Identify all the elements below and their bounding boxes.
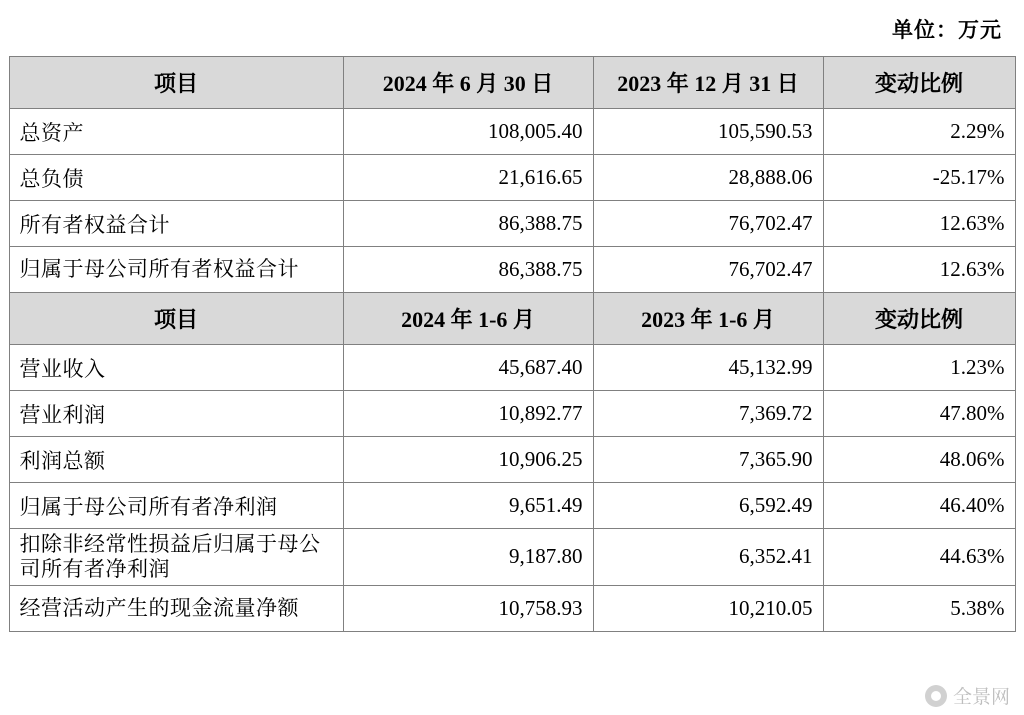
row-value-current: 108,005.40 [343, 109, 593, 155]
row-value-change: 12.63% [823, 247, 1015, 293]
row-value-change: -25.17% [823, 155, 1015, 201]
table-row [9, 345, 1015, 391]
header-cell-period-previous: 2023 年 12 月 31 日 [593, 57, 823, 109]
row-value-current: 21,616.65 [343, 155, 593, 201]
row-label: 总负债 [9, 155, 343, 201]
row-value-change: 12.63% [823, 201, 1015, 247]
row-value-previous: 10,210.05 [593, 585, 823, 631]
table-row [9, 529, 1015, 586]
row-value-current: 10,758.93 [343, 585, 593, 631]
table-row [9, 247, 1015, 293]
row-label: 营业利润 [9, 391, 343, 437]
unit-note: 单位：万元 [892, 18, 1002, 42]
row-label: 归属于母公司所有者权益合计 [9, 247, 343, 293]
watermark-logo-icon [925, 685, 947, 707]
row-value-current: 9,187.80 [343, 529, 593, 586]
row-value-change: 46.40% [823, 483, 1015, 529]
row-value-current: 9,651.49 [343, 483, 593, 529]
row-value-previous: 28,888.06 [593, 155, 823, 201]
header-cell-item: 项目 [9, 57, 343, 109]
row-value-current: 10,906.25 [343, 437, 593, 483]
row-value-previous: 45,132.99 [593, 345, 823, 391]
table-header-row-balance [9, 57, 1015, 109]
row-value-current: 86,388.75 [343, 201, 593, 247]
header-cell-period-current: 2024 年 6 月 30 日 [343, 57, 593, 109]
header-cell-period-previous: 2023 年 1-6 月 [593, 293, 823, 345]
table-row [9, 109, 1015, 155]
row-value-previous: 105,590.53 [593, 109, 823, 155]
row-value-previous: 6,352.41 [593, 529, 823, 586]
header-cell-change-ratio: 变动比例 [823, 57, 1015, 109]
table-row [9, 483, 1015, 529]
row-value-current: 10,892.77 [343, 391, 593, 437]
table-row [9, 201, 1015, 247]
row-value-change: 44.63% [823, 529, 1015, 586]
table-header-row-income [9, 293, 1015, 345]
table-row [9, 155, 1015, 201]
header-cell-period-current: 2024 年 1-6 月 [343, 293, 593, 345]
row-value-change: 1.23% [823, 345, 1015, 391]
financial-table [9, 56, 1016, 632]
header-cell-change-ratio: 变动比例 [823, 293, 1015, 345]
row-value-previous: 7,369.72 [593, 391, 823, 437]
row-value-change: 47.80% [823, 391, 1015, 437]
row-value-previous: 6,592.49 [593, 483, 823, 529]
row-label: 营业收入 [9, 345, 343, 391]
row-value-change: 2.29% [823, 109, 1015, 155]
row-label: 所有者权益合计 [9, 201, 343, 247]
watermark [925, 682, 1010, 709]
row-value-previous: 7,365.90 [593, 437, 823, 483]
row-label: 经营活动产生的现金流量净额 [9, 585, 343, 631]
row-value-change: 48.06% [823, 437, 1015, 483]
row-value-current: 45,687.40 [343, 345, 593, 391]
table-row [9, 437, 1015, 483]
header-cell-item: 项目 [9, 293, 343, 345]
table-row [9, 391, 1015, 437]
row-label: 利润总额 [9, 437, 343, 483]
row-label: 总资产 [9, 109, 343, 155]
row-value-previous: 76,702.47 [593, 247, 823, 293]
row-label: 扣除非经常性损益后归属于母公司所有者净利润 [9, 529, 343, 586]
row-value-previous: 76,702.47 [593, 201, 823, 247]
row-value-change: 5.38% [823, 585, 1015, 631]
row-label: 归属于母公司所有者净利润 [9, 483, 343, 529]
watermark-label: 全景网 [952, 687, 1010, 708]
table-row [9, 585, 1015, 631]
row-value-current: 86,388.75 [343, 247, 593, 293]
